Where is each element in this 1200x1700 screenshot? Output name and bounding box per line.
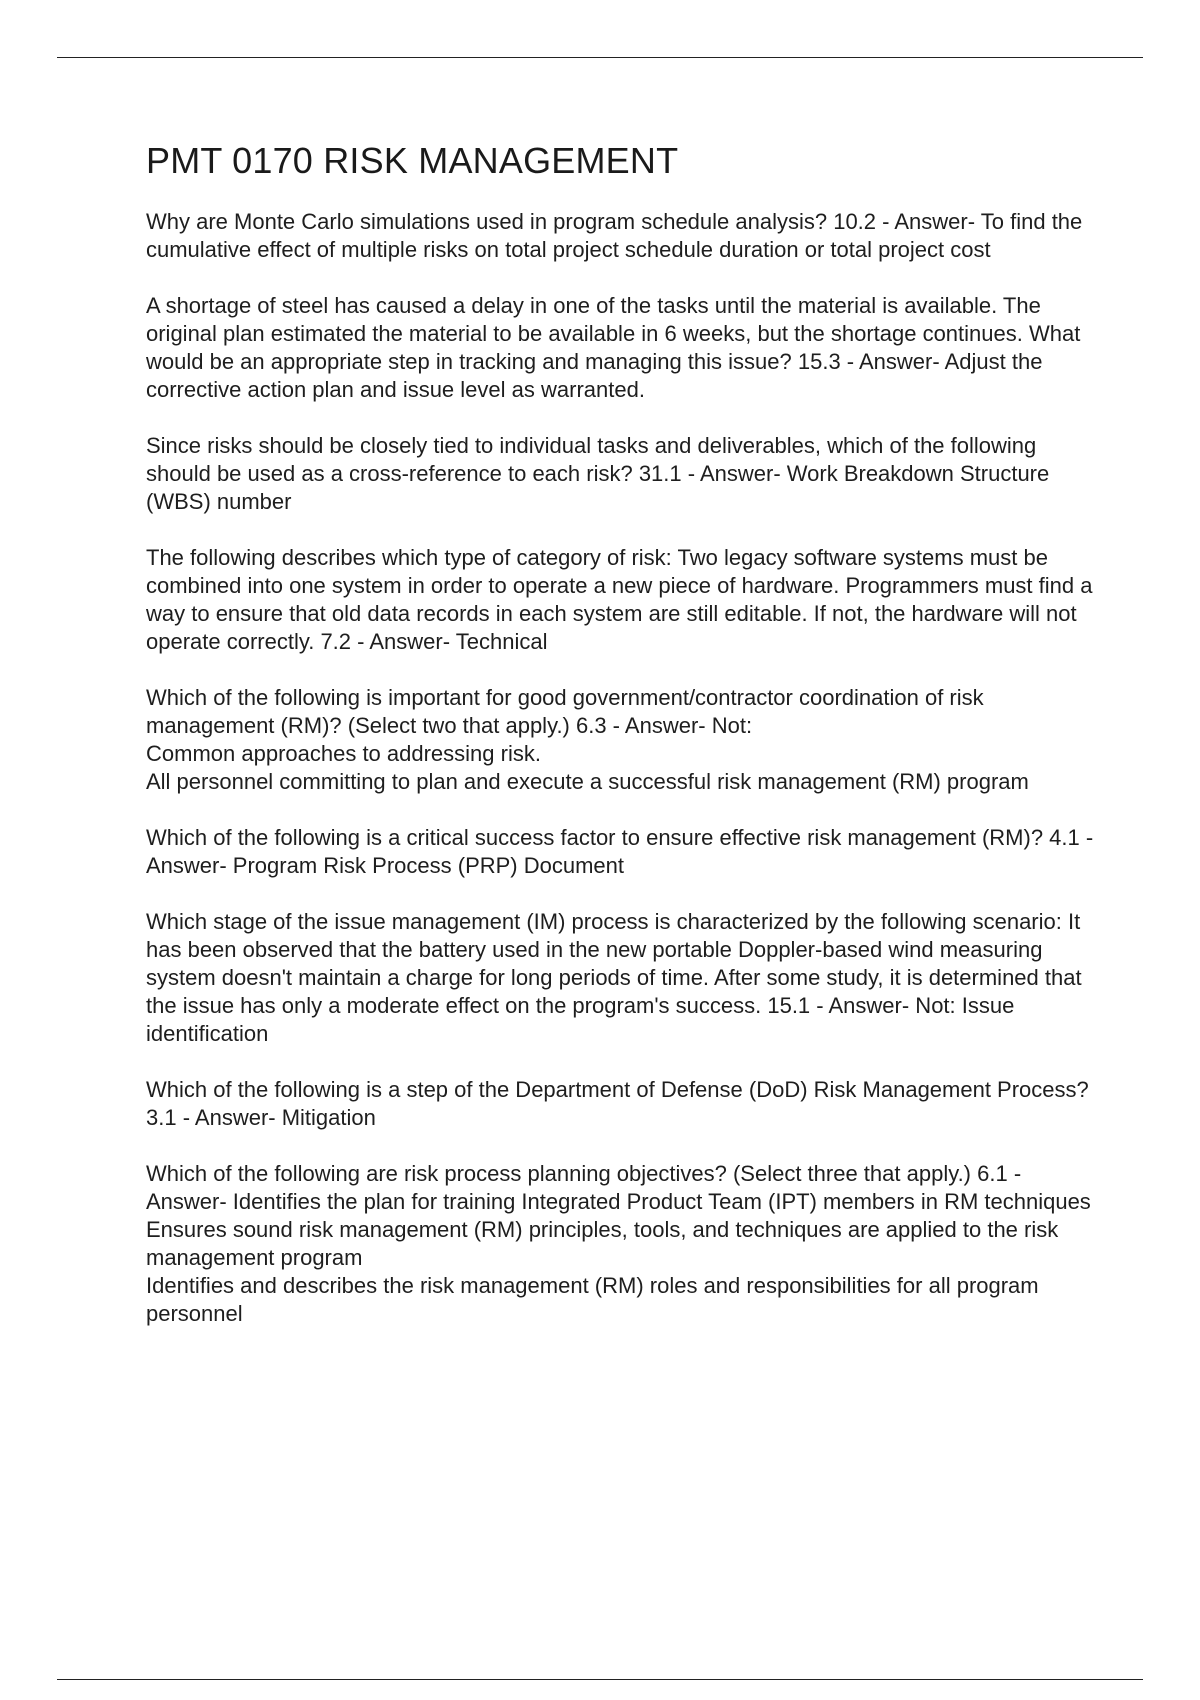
qa-entry xyxy=(146,1076,1096,1132)
qa-line: Which of the following is a step of the Department of Defense (DoD) Risk Management Process? 3.1 - Answer- Mitigation xyxy=(146,1077,1089,1130)
qa-entry xyxy=(146,908,1096,1048)
qa-entry xyxy=(146,432,1096,516)
qa-entry xyxy=(146,684,1096,796)
qa-line: Which of the following are risk process planning objectives? (Select three that apply.) 6.1 - Answer- Identifies the plan for training Integrated Product Team (IPT) members in RM techniques xyxy=(146,1161,1091,1214)
document-body xyxy=(146,140,1096,1356)
bottom-rule xyxy=(57,1679,1143,1680)
qa-entry xyxy=(146,544,1096,656)
top-rule xyxy=(57,57,1143,58)
qa-entry xyxy=(146,292,1096,404)
qa-line: Identifies and describes the risk management (RM) roles and responsibilities for all program personnel xyxy=(146,1273,1039,1326)
qa-entry xyxy=(146,1160,1096,1328)
qa-line: Common approaches to addressing risk. xyxy=(146,741,541,766)
qa-entry xyxy=(146,208,1096,264)
document-title: PMT 0170 RISK MANAGEMENT xyxy=(146,140,679,181)
qa-line: Which stage of the issue management (IM) process is characterized by the following scenario: It has been observed that the battery used in the new portable Doppler-based wind measuring system doesn't maintain a charge for long periods of time. After some study, it is determined that the issue has only a moderate effect on the program's success. 15.1 - Answer- Not: Issue identification xyxy=(146,909,1082,1046)
qa-line: All personnel committing to plan and execute a successful risk management (RM) program xyxy=(146,769,1029,794)
qa-entry xyxy=(146,824,1096,880)
qa-line: Since risks should be closely tied to individual tasks and deliverables, which of the following should be used as a cross-reference to each risk? 31.1 - Answer- Work Breakdown Structure (WBS) number xyxy=(146,433,1050,514)
qa-line: Which of the following is a critical success factor to ensure effective risk management (RM)? 4.1 - Answer- Program Risk Process (PRP) Document xyxy=(146,825,1094,878)
qa-line: Why are Monte Carlo simulations used in program schedule analysis? 10.2 - Answer- To find the cumulative effect of multiple risks on total project schedule duration or total project cost xyxy=(146,209,1083,262)
qa-line: Ensures sound risk management (RM) principles, tools, and techniques are applied to the risk management program xyxy=(146,1217,1059,1270)
qa-line: Which of the following is important for good government/contractor coordination of risk management (RM)? (Select two that apply.) 6.3 - Answer- Not: xyxy=(146,685,984,738)
qa-line: The following describes which type of category of risk: Two legacy software systems must be combined into one system in order to operate a new piece of hardware. Programmers must find a way to ensure that old data records in each system are still editable. If not, the hardware will not operate correctly. 7.2 - Answer- Technical xyxy=(146,545,1093,654)
qa-line: A shortage of steel has caused a delay in one of the tasks until the material is available. The original plan estimated the material to be available in 6 weeks, but the shortage continues. What would be an appropriate step in tracking and managing this issue? 15.3 - Answer- Adjust the corrective action plan and issue level as warranted. xyxy=(146,293,1081,402)
